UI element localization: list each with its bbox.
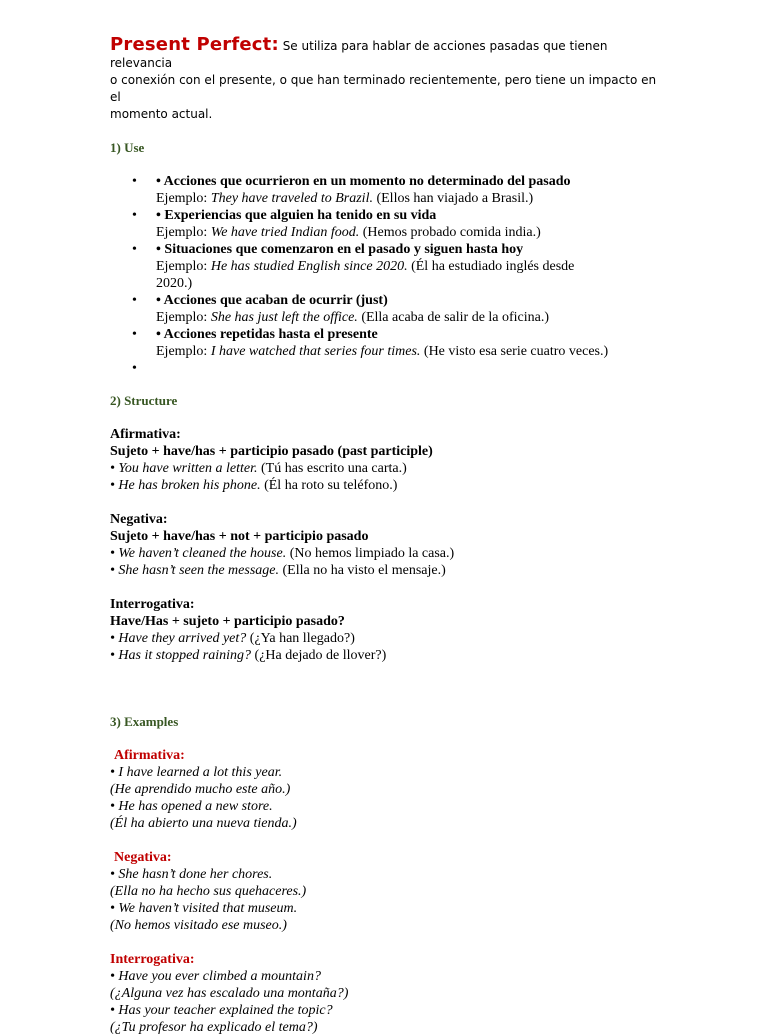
structure-example-translation: (¿Ya han llegado?) xyxy=(246,631,355,646)
structure-example-translation: (Ella no ha visto el mensaje.) xyxy=(278,563,446,578)
structure-example-translation: (No hemos limpiado la casa.) xyxy=(286,546,455,561)
section-heading-structure: 2) Structure xyxy=(110,393,178,408)
example-line: • We haven’t visited that museum. xyxy=(110,901,298,916)
example-line: • Have you ever climbed a mountain? xyxy=(110,969,321,984)
example-label: Ejemplo: xyxy=(156,225,211,240)
examples-interrogativa xyxy=(110,951,670,1036)
example-english: He has studied English since 2020. xyxy=(210,259,408,274)
section-heading-use: 1) Use xyxy=(110,140,145,155)
page-title: Present Perfect: xyxy=(110,34,279,55)
examples-afirmativa xyxy=(110,747,670,832)
structure-formula: Sujeto + have/has + not + participio pasado xyxy=(110,529,369,544)
example-line: • I have learned a lot this year. xyxy=(110,765,283,780)
structure-interrogativa xyxy=(110,596,670,664)
use-list-item xyxy=(110,241,670,292)
example-line: (¿Tu profesor ha explicado el tema?) xyxy=(110,1020,318,1035)
structure-example-english: • Has it stopped raining? xyxy=(110,648,252,663)
example-translation: (Él ha estudiado inglés desde xyxy=(407,259,575,274)
structure-label: Negativa: xyxy=(110,512,168,527)
use-title: • • Situaciones que comenzaron en el pasado y siguen hasta hoy xyxy=(156,242,524,257)
example-english: We have tried Indian food. xyxy=(210,225,360,240)
example-translation: (He visto esa serie cuatro veces.) xyxy=(420,344,609,359)
example-line: • He has opened a new store. xyxy=(110,799,273,814)
intro-paragraph xyxy=(110,36,670,72)
use-title: • • Experiencias que alguien ha tenido en su vida xyxy=(156,208,437,223)
structure-example-english: • You have written a letter. xyxy=(110,461,258,476)
examples-label: Afirmativa: xyxy=(114,748,185,763)
intro-line: momento actual. xyxy=(110,107,213,121)
example-line: (He aprendido mucho este año.) xyxy=(110,782,291,797)
example-line: • Has your teacher explained the topic? xyxy=(110,1003,333,1018)
use-list-item-empty xyxy=(110,360,670,377)
structure-example-english: • He has broken his phone. xyxy=(110,478,261,493)
use-title: • • Acciones que ocurrieron en un momento no determinado del pasado xyxy=(156,174,571,189)
use-list-item xyxy=(110,292,670,326)
example-english: They have traveled to Brazil. xyxy=(210,191,373,206)
structure-formula: Have/Has + sujeto + participio pasado? xyxy=(110,614,345,629)
example-line: (Él ha abierto una nueva tienda.) xyxy=(110,816,297,831)
examples-negativa xyxy=(110,849,670,934)
structure-example-translation: (¿Ha dejado de llover?) xyxy=(251,648,387,663)
structure-negativa xyxy=(110,511,670,579)
example-english: She has just left the office. xyxy=(210,310,358,325)
structure-example-english: • She hasn’t seen the message. xyxy=(110,563,279,578)
example-english: I have watched that series four times. xyxy=(210,344,421,359)
example-translation: (Ella acaba de salir de la oficina.) xyxy=(357,310,550,325)
structure-example-translation: (Él ha roto su teléfono.) xyxy=(260,478,398,493)
section-heading-examples: 3) Examples xyxy=(110,714,179,729)
example-label: Ejemplo: xyxy=(156,344,211,359)
structure-label: Interrogativa: xyxy=(110,597,195,612)
use-list-item xyxy=(110,207,670,241)
example-label: Ejemplo: xyxy=(156,310,211,325)
document-page xyxy=(110,36,670,1036)
structure-afirmativa xyxy=(110,426,670,494)
use-list-item xyxy=(110,326,670,360)
intro-text: Se utiliza para hablar de acciones pasadas que tienen relevancia xyxy=(110,39,608,70)
example-translation-cont: 2020.) xyxy=(156,276,193,291)
example-line: (Ella no ha hecho sus quehaceres.) xyxy=(110,884,307,899)
intro-line: o conexión con el presente, o que han terminado recientemente, pero tiene un impacto en el xyxy=(110,73,657,104)
examples-label: Interrogativa: xyxy=(110,952,195,967)
use-title: • • Acciones que acaban de ocurrir (just) xyxy=(156,293,388,308)
example-line: • She hasn’t done her chores. xyxy=(110,867,273,882)
structure-formula: Sujeto + have/has + participio pasado (past participle) xyxy=(110,444,433,459)
example-label: Ejemplo: xyxy=(156,191,211,206)
example-line: (No hemos visitado ese museo.) xyxy=(110,918,287,933)
example-translation: (Ellos han viajado a Brasil.) xyxy=(372,191,534,206)
examples-label: Negativa: xyxy=(114,850,172,865)
structure-label: Afirmativa: xyxy=(110,427,181,442)
structure-example-english: • Have they arrived yet? xyxy=(110,631,247,646)
use-list-item xyxy=(110,173,670,207)
structure-example-english: • We haven’t cleaned the house. xyxy=(110,546,287,561)
structure-example-translation: (Tú has escrito una carta.) xyxy=(257,461,407,476)
use-list xyxy=(110,173,670,377)
example-label: Ejemplo: xyxy=(156,259,211,274)
use-title: • • Acciones repetidas hasta el presente xyxy=(156,327,378,342)
example-translation: (Hemos probado comida india.) xyxy=(359,225,541,240)
example-line: (¿Alguna vez has escalado una montaña?) xyxy=(110,986,349,1001)
